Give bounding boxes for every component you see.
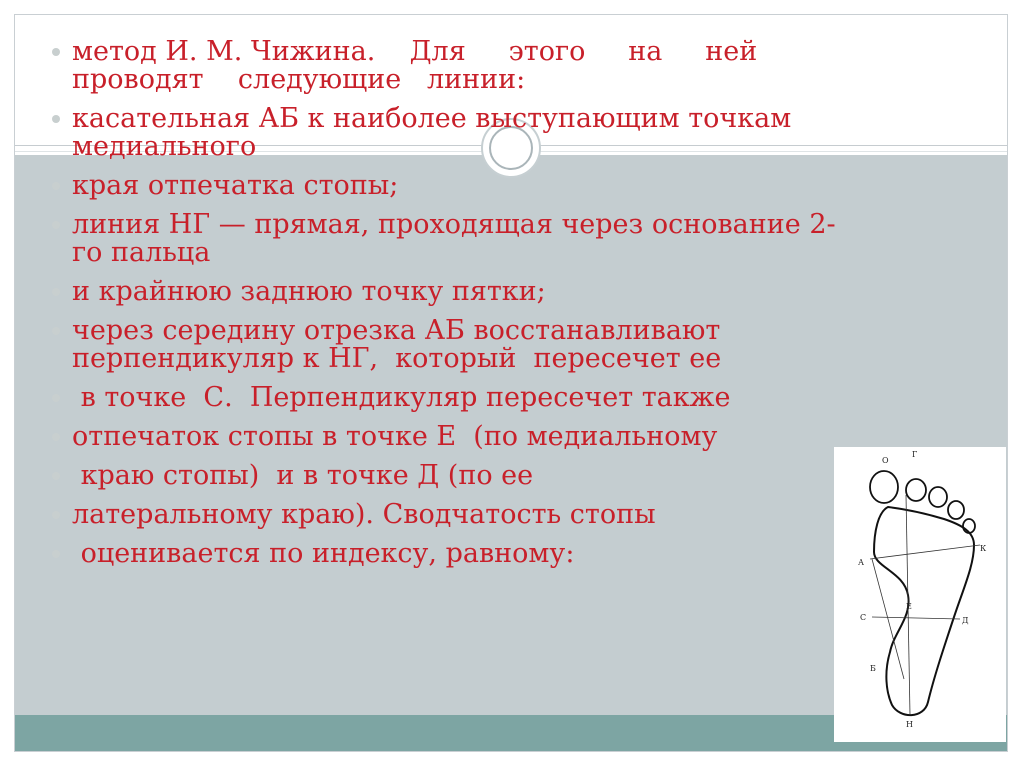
label-o: О bbox=[882, 456, 889, 465]
bullet-dot bbox=[52, 327, 60, 335]
bullet-text: краю стопы) и в точке Д (по ее bbox=[72, 460, 534, 491]
bullet-text: латеральному краю). Сводчатость стопы bbox=[72, 499, 656, 530]
bullet-text: касательная АБ к наиболее выступающим точкам медиального bbox=[72, 103, 792, 162]
bullet-dot bbox=[52, 472, 60, 480]
bullet-item bbox=[42, 501, 972, 529]
bullet-item bbox=[42, 211, 972, 267]
bullet-text: и крайнюю заднюю точку пятки; bbox=[72, 276, 546, 307]
line-cd bbox=[872, 617, 960, 619]
toe-outline bbox=[929, 487, 947, 507]
bullet-text: метод И. М. Чижина. Для этого на ней проводят следующие линии: bbox=[72, 36, 758, 95]
bullet-item bbox=[42, 317, 972, 373]
bullet-dot bbox=[52, 182, 60, 190]
bullet-dot bbox=[52, 221, 60, 229]
foot-outline bbox=[874, 507, 974, 715]
bullet-item bbox=[42, 105, 972, 161]
foot-diagram-svg bbox=[834, 447, 1006, 742]
bullet-item bbox=[42, 384, 972, 412]
toe-outline bbox=[906, 479, 926, 501]
label-c: С bbox=[860, 613, 867, 622]
label-d: Д bbox=[962, 616, 969, 625]
bullet-dot bbox=[52, 511, 60, 519]
toe-outline bbox=[963, 519, 975, 533]
bullet-text: линия НГ — прямая, проходящая через основание 2- го пальца bbox=[72, 209, 836, 268]
label-n: Н bbox=[906, 720, 913, 729]
big-toe-outline bbox=[870, 471, 898, 503]
line-ak bbox=[870, 545, 980, 559]
toe-outline bbox=[948, 501, 964, 519]
bullet-item bbox=[42, 38, 972, 94]
bullet-text: через середину отрезка АБ восстанавливают перпендикуляр к НГ, который пересечет ее bbox=[72, 315, 722, 374]
bullet-text: отпечаток стопы в точке Е (по медиальному bbox=[72, 421, 718, 452]
bullet-dot bbox=[52, 48, 60, 56]
bullet-dot bbox=[52, 288, 60, 296]
bullet-text: оценивается по индексу, равному: bbox=[72, 538, 575, 569]
bullet-item bbox=[42, 172, 972, 200]
bullet-item bbox=[42, 540, 972, 568]
label-e: Е bbox=[906, 602, 912, 611]
label-g: Г bbox=[912, 450, 918, 459]
bullet-item bbox=[42, 423, 972, 451]
foot-diagram bbox=[834, 447, 1006, 742]
bullet-text: в точке С. Перпендикуляр пересечет также bbox=[72, 382, 731, 413]
label-a: А bbox=[858, 558, 865, 567]
bullet-dot bbox=[52, 550, 60, 558]
bullet-dot bbox=[52, 394, 60, 402]
bullet-text: края отпечатка стопы; bbox=[72, 170, 399, 201]
bullet-item bbox=[42, 278, 972, 306]
bullet-list bbox=[42, 38, 972, 579]
bullet-dot bbox=[52, 433, 60, 441]
bullet-dot bbox=[52, 115, 60, 123]
label-k: К bbox=[980, 544, 987, 553]
label-b: Б bbox=[870, 664, 876, 673]
bullet-item bbox=[42, 462, 972, 490]
